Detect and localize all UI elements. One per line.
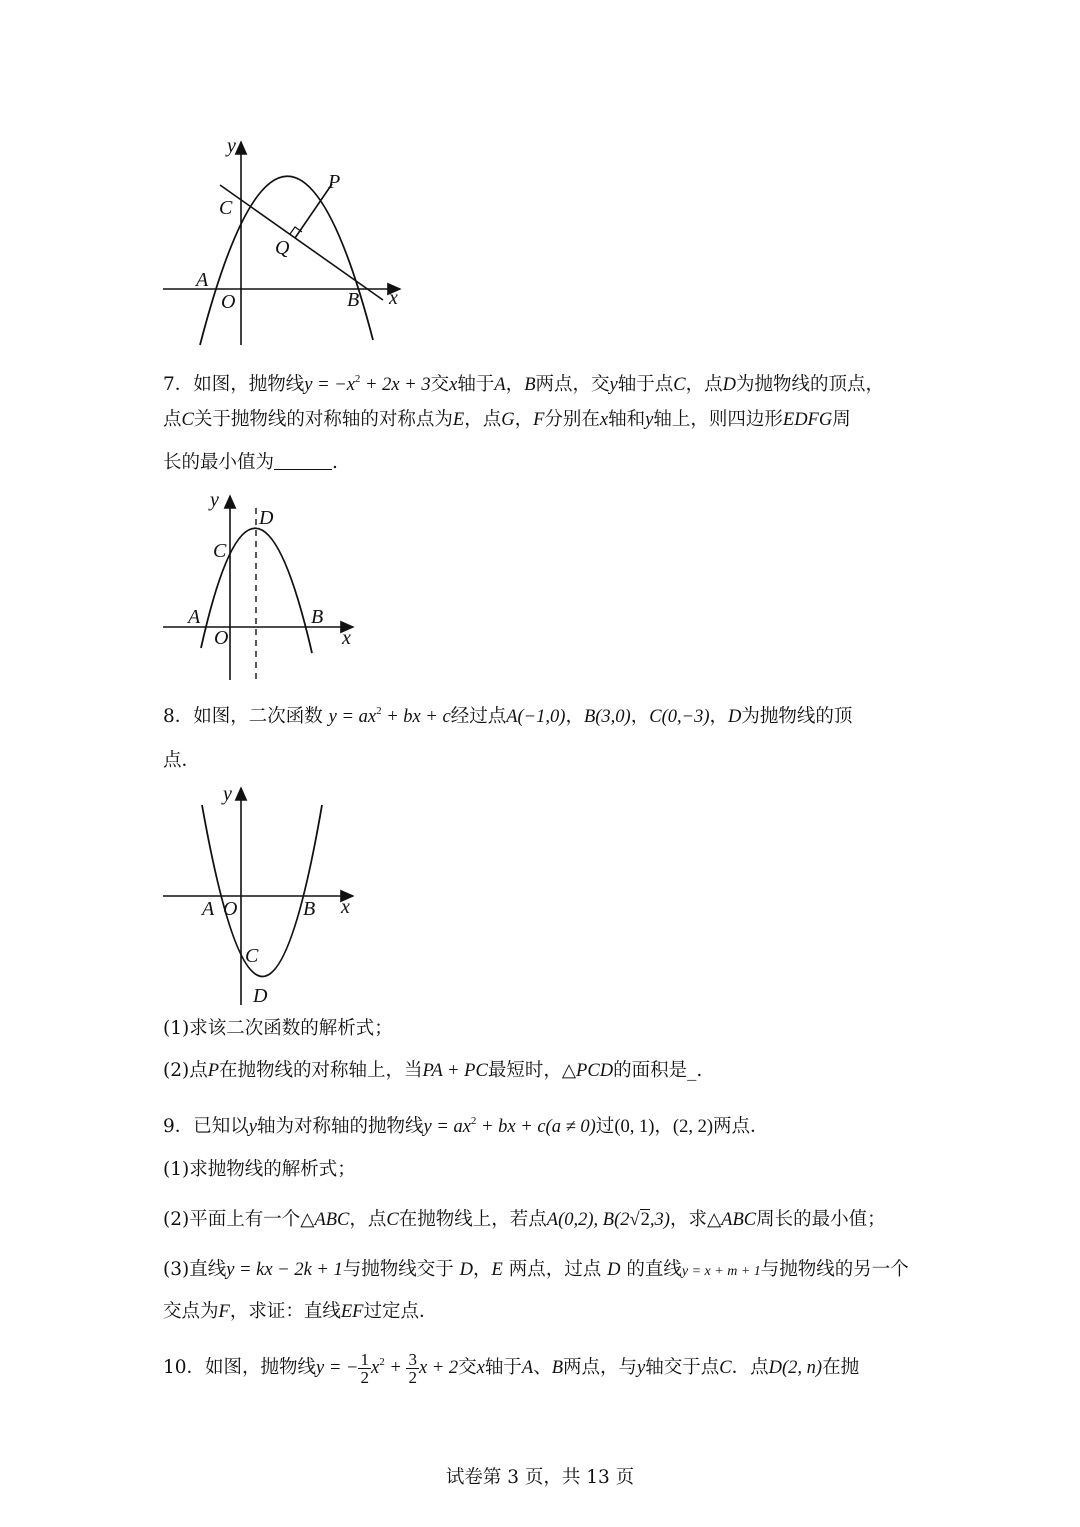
label-p: P <box>328 171 341 193</box>
q7-line1: 7．如图，抛物线$y = -x^2 + 2x + 3$交x轴于A，B两点，交y轴于点C，点D为抛物线的顶点， <box>163 373 884 395</box>
label-d: D <box>253 985 268 1007</box>
label-b: B <box>347 289 360 311</box>
right-angle-mark <box>290 227 302 234</box>
label-a: A <box>196 269 209 291</box>
figure-q7-svg <box>155 488 375 683</box>
label-o: O <box>214 627 229 649</box>
answer-blank <box>274 451 332 470</box>
label-b: B <box>303 898 316 920</box>
figure-q6 <box>155 130 415 355</box>
label-a: A <box>202 898 215 920</box>
label-o: O <box>221 291 236 313</box>
q8-line1: 8．如图，二次函数 $y = ax^2$ + bx + c经过点A(−1,0)，B(3,0)，C(0,−3)，D为抛物线的顶 <box>163 705 853 727</box>
line-cb <box>220 185 383 300</box>
label-x: x <box>389 287 398 309</box>
q10-line1: 10．如图，抛物线y = − $\frac{1}{2}$ $x^2$ + $\frac{3}{2}$ x + 2交x轴于A、B两点，与y轴交于点C．点D(2, n)在抛 <box>163 1349 860 1387</box>
label-y: y <box>210 489 219 511</box>
label-c: C <box>245 945 259 967</box>
q9-line1: 9．已知以y轴为对称轴的抛物线$y = ax^2$ + bx + c(a ≠ 0)过(0, 1)，(2, 2)两点． <box>163 1115 769 1137</box>
parabola <box>202 805 322 977</box>
label-y: y <box>223 783 232 805</box>
figure-q8-svg <box>155 780 375 1010</box>
figure-q7 <box>155 488 375 683</box>
q8-part2: (2)点P在抛物线的对称轴上，当PA + PC最短时，△PCD的面积是_. <box>163 1060 703 1081</box>
figure-q6-svg <box>155 130 415 355</box>
q9-part1: (1)求抛物线的解析式； <box>163 1159 356 1180</box>
label-d: D <box>259 507 274 529</box>
label-c: C <box>213 540 227 562</box>
label-x: x <box>342 627 351 649</box>
q7-line3: 长的最小值为 . <box>163 452 338 473</box>
label-y: y <box>227 135 236 157</box>
label-o: O <box>223 898 238 920</box>
q7-line2: 点C关于抛物线的对称轴的对称点为E，点G，F分别在x轴和y轴上，则四边形EDFG周 <box>163 409 851 430</box>
q9-part2: (2)平面上有一个△ABC，点C在抛物线上，若点A(0,2), B(2√2,3)，求△ABC周长的最小值； <box>163 1209 886 1230</box>
q8-part1: (1)求该二次函数的解析式； <box>163 1018 393 1039</box>
q8-line2: 点． <box>163 750 201 771</box>
label-x: x <box>341 896 350 918</box>
page-footer: 试卷第 3 页，共 13 页 <box>445 1467 635 1488</box>
q9-part3-line1: (3)直线y = kx − 2k + 1与抛物线交于 D，E 两点，过点 D 的直线y = x + m + 1与抛物线的另一个 <box>163 1259 909 1280</box>
fraction-three-halves: $\frac{3}{2}$ <box>408 1349 417 1387</box>
label-q: Q <box>275 237 290 259</box>
q9-part3-line2: 交点为F，求证：直线EF过定点． <box>163 1301 438 1322</box>
figure-q8 <box>155 780 375 1010</box>
label-a: A <box>188 606 201 628</box>
label-c: C <box>219 197 233 219</box>
label-b: B <box>311 606 324 628</box>
fraction-one-half: $\frac{1}{2}$ <box>360 1349 369 1387</box>
